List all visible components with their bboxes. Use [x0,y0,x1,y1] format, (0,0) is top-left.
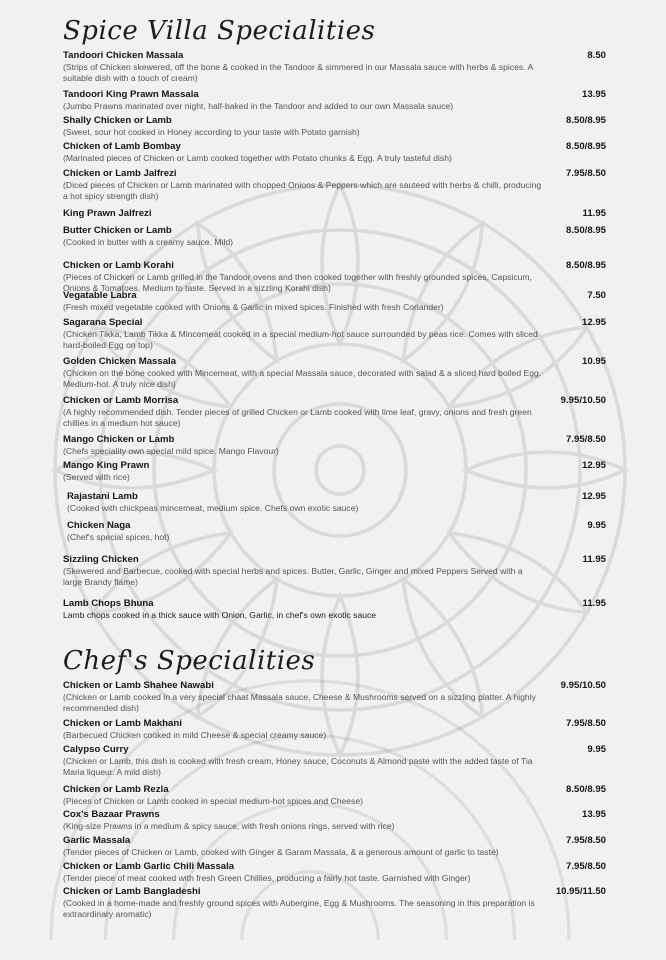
menu-item-price: 11.95 [582,554,606,565]
menu-item-price: 8.50/8.95 [565,115,606,126]
menu-item-price: 7.95/8.50 [565,168,606,179]
menu-item-description: (Pieces of Chicken or Lamb cooked in special medium-hot spices and Cheese) [63,796,363,806]
section-title-chefs: Chef's Specialities [63,646,316,676]
menu-item-name: Vegatable Labra [63,290,137,301]
menu-item-price: 9.95/10.50 [560,680,606,691]
menu-item [63,886,606,920]
menu-item-description: (Tender piece of meat cooked with fresh Green Chillies, producing a fairly hot taste. Garnished with Ginger) [63,873,471,883]
menu-item-price: 7.95/8.50 [565,434,606,445]
menu-item-name: Calypso Curry [63,744,129,755]
menu-item [63,835,606,858]
menu-item-name: Chicken or Lamb Garlic Chili Massala [63,861,235,872]
menu-item-price: 13.95 [581,809,606,820]
menu-item-price: 13.95 [581,89,606,100]
menu-item-price: 12.95 [581,460,606,471]
menu-item-price: 10.95 [581,356,606,367]
menu-item-price: 9.95/10.50 [560,395,606,406]
menu-item-description: (Chicken or Lamb cooked in a very special chaat Massala sauce, Cheese & Mushrooms served on a sizzling platter. A highly recommended dish) [63,692,536,714]
menu-item-description: (Tender pieces of Chicken or Lamb, cooked with Ginger & Garam Massala, & a generous amount of garlic to taste) [63,847,499,857]
menu-item-name: Mango King Prawn [63,460,150,471]
menu-item-name: Lamb Chops Bhuna [63,598,154,609]
menu-item-name: Chicken or Lamb Rezla [63,784,169,795]
menu-item-description: (Chicken on the bone cooked with Mincemeat, with a special Massala sauce, decorated with salad & a sliced hard boiled Egg. Medium-hot. A truly nice dish) [63,368,542,390]
menu-item-price: 12.95 [581,491,606,502]
menu-item-description: Lamb chops cooked in a thick sauce with Onion, Garlic, in chef's own exotic sauce [63,610,377,620]
menu-item [63,460,606,483]
menu-item-description: (Chefs speciality own special mild spice. Mango Flavour) [63,446,279,456]
menu-item-name: Golden Chicken Massala [63,356,177,367]
menu-item-price: 11.95 [582,208,606,219]
menu-item-description: (A highly recommended dish. Tender pieces of grilled Chicken or Lamb cooked with lime leaf, gravy, onions and fresh green chillies in a medium hot sauce) [63,407,532,429]
menu-item-price: 8.50/8.95 [565,225,606,236]
menu-item [63,208,606,220]
menu-item-price: 9.95 [587,520,606,531]
menu-item-name: Chicken or Lamb Morrisa [63,395,179,406]
menu-item [63,356,606,390]
menu-item [63,115,606,138]
menu-item-description: (Pieces of Chicken or Lamb grilled in the Tandoor ovens and then cooked together with freshly grounded spices, Capsicum, Onions & Tomatoes. Medium to taste. Served in a sizzling Korahi dish) [63,272,532,294]
menu-item-name: Chicken of Lamb Bombay [63,141,181,152]
menu-item-name: Chicken or Lamb Jalfrezi [63,168,177,179]
menu-item [63,50,606,84]
menu-item-name: Shally Chicken or Lamb [63,115,172,126]
menu-item-name: King Prawn Jalfrezi [63,208,152,219]
menu-item-description: (Fresh mixed vegetable cooked with Onions & Garlic in mixed spices. Finished with fresh Coriander) [63,302,444,312]
menu-item-description: (Cooked in a home-made and freshly ground spices with Aubergine, Egg & Mushrooms. The seasoning in this preparation is extraordinary aromatic) [63,898,535,920]
menu-item [63,434,606,457]
menu-item [63,809,606,832]
menu-item-price: 7.95/8.50 [565,861,606,872]
menu-item [63,225,606,248]
menu-item-name: Chicken Naga [67,520,131,531]
menu-item-name: Cox's Bazaar Prawns [63,809,160,820]
menu-item [63,290,606,313]
menu-item-name: Tandoori King Prawn Massala [63,89,199,100]
menu-item [63,89,606,112]
menu-item-name: Garlic Massala [63,835,131,846]
menu-item-description: (Jumbo Prawns marinated over night, half-baked in the Tandoor and added to our own Massala sauce) [63,101,454,111]
menu-item-description: (Marinated pieces of Chicken or Lamb cooked together with Potato chunks & Egg. A truly tasteful dish) [63,153,452,163]
menu-item-name: Chicken or Lamb Bangladeshi [63,886,201,897]
menu-item-price: 9.95 [587,744,606,755]
menu-item-description: (Sweet, sour hot cooked in Honey according to your taste with Potato garnish) [63,127,360,137]
menu-item-description: (Diced pieces of Chicken or Lamb marinated with chopped Onions & Peppers which are sauteed with herbs & chilli, producing a hot spicy strength dish) [63,180,542,202]
menu-item [63,744,606,778]
menu-item-name: Sagarana Special [63,317,143,328]
menu-item [63,168,606,202]
menu-item [63,395,606,429]
menu-item-description: (Cooked in butter with a creamy sauce. Mild) [63,237,234,247]
menu-item-price: 7.50 [587,290,606,301]
menu-item-name: Chicken or Lamb Makhani [63,718,182,729]
menu-item-description: (Chef's special spices, hot) [67,532,170,542]
menu-item [63,141,606,164]
menu-item-name: Butter Chicken or Lamb [63,225,172,236]
menu-item [63,554,606,588]
menu-item [63,598,606,621]
menu-item-description: (Chicken Tikka, Lamb Tikka & Mincemeat cooked in a special medium-hot sauce surrounded by peas rice. Comes with sliced hard-boiled Egg on top) [63,329,538,351]
menu-item-name: Chicken or Lamb Shahee Nawabi [63,680,214,691]
menu-item-description: (Skewered and Barbecue, cooked with special herbs and spices. Butter, Garlic, Ginger and mixed Peppers Served with a large Brandy flame) [63,566,523,588]
menu-item [67,520,606,543]
menu-item [67,491,606,514]
menu-item-price: 8.50/8.95 [565,260,606,271]
menu-item [63,718,606,741]
menu-item-description: (Chicken or Lamb, this dish is cooked with fresh cream, Honey sauce, Coconuts & Almond paste with the added taste of Tia Maria liqueur. A mild dish) [63,756,533,778]
menu-item-price: 8.50/8.95 [565,784,606,795]
menu-item-price: 11.95 [582,598,606,609]
menu-item-price: 8.50/8.95 [565,141,606,152]
menu-item-description: (King-size Prawns in a medium & spicy sauce, with fresh onions rings, served with rice) [63,821,395,831]
menu-item-price: 10.95/11.50 [555,886,606,897]
menu-item-name: Chicken or Lamb Korahi [63,260,174,271]
menu-item-name: Mango Chicken or Lamb [63,434,175,445]
menu-item-price: 8.50 [587,50,606,61]
section-title-spice-villa: Spice Villa Specialities [63,16,376,46]
menu-item [63,861,606,884]
menu-item-description: (Cooked with chickpeas mincemeat, medium spice. Chefs own exotic sauce) [67,503,359,513]
menu-item [63,680,606,714]
menu-item-description: (Strips of Chicken skewered, off the bone & cooked in the Tandoor & simmered in our Massala sauce with herbs & spices. A suitable dish with a touch of cream) [63,62,533,84]
menu-item-name: Sizzling Chicken [63,554,139,565]
menu-item [63,317,606,351]
menu-item [63,784,606,807]
menu-item-price: 12.95 [581,317,606,328]
menu-item-price: 7.95/8.50 [565,718,606,729]
menu-item-description: (Served with rice) [63,472,130,482]
menu-item-price: 7.95/8.50 [565,835,606,846]
menu-item-description: (Barbecued Chicken cooked in mild Cheese & special creamy sauce) [63,730,327,740]
menu-item-name: Tandoori Chicken Massala [63,50,184,61]
menu-item-name: Rajastani Lamb [67,491,138,502]
